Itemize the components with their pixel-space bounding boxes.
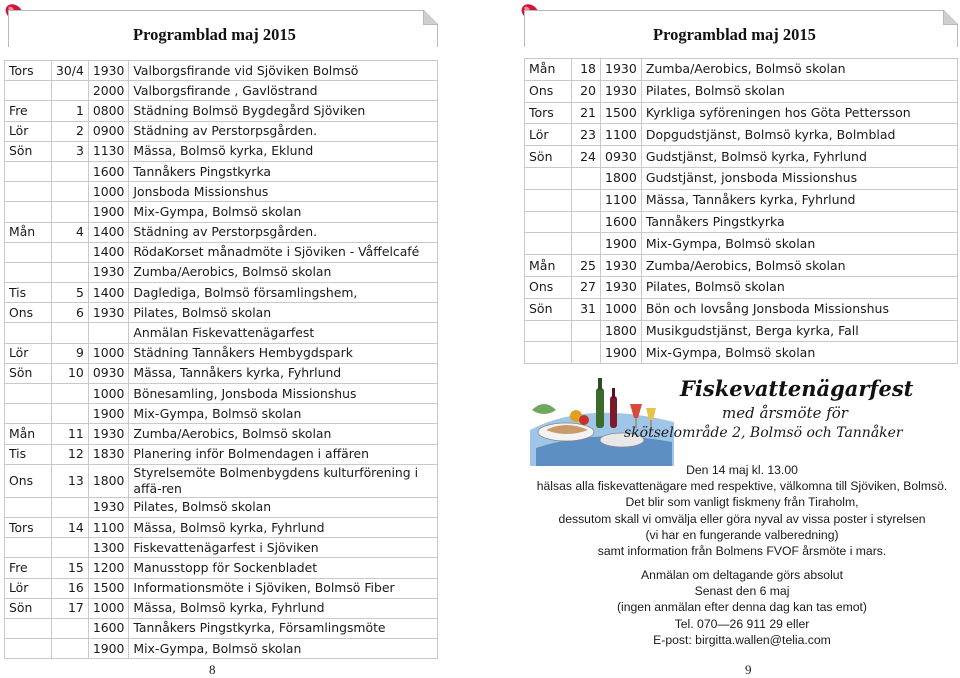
time-cell: 1930 <box>88 61 129 81</box>
day-cell: Ons <box>525 80 572 102</box>
date-cell <box>52 182 89 202</box>
schedule-row <box>525 255 958 277</box>
event-cell: Planering inför Bolmendagen i affären <box>129 444 438 464</box>
time-cell: 1100 <box>601 189 642 211</box>
time-cell: 1400 <box>88 222 129 242</box>
time-cell: 1600 <box>88 618 129 638</box>
event-cell: Pilates, Bolmsö skolan <box>129 497 438 517</box>
day-cell: Tis <box>5 283 52 303</box>
day-cell <box>525 211 572 233</box>
event-cell: Mix-Gympa, Bolmsö skolan <box>641 342 957 364</box>
right-page-title: Programblad maj 2015 <box>653 25 816 44</box>
event-cell: Tannåkers Pingstkyrka, Församlingsmöte <box>129 618 438 638</box>
event-cell: Styrelsemöte Bolmenbygdens kulturförening i affä-ren <box>129 464 438 497</box>
time-cell: 1800 <box>88 464 129 497</box>
date-cell <box>572 189 601 211</box>
time-cell: 1900 <box>88 404 129 424</box>
date-cell: 10 <box>52 363 89 383</box>
day-cell <box>5 538 52 558</box>
schedule-row <box>5 182 438 202</box>
time-cell: 1400 <box>88 283 129 303</box>
event-cell: Städning av Perstorpsgården. <box>129 121 438 141</box>
date-cell: 6 <box>52 303 89 323</box>
date-cell: 31 <box>572 298 601 320</box>
schedule-row <box>5 517 438 537</box>
day-cell: Fre <box>5 101 52 121</box>
day-cell <box>5 262 52 282</box>
time-cell: 1000 <box>88 182 129 202</box>
day-cell: Ons <box>5 303 52 323</box>
event-cell: Zumba/Aerobics, Bolmsö skolan <box>129 424 438 444</box>
time-cell: 1930 <box>88 262 129 282</box>
ad-text-line: Anmälan om deltagande görs absolut <box>641 568 843 582</box>
ad-text-line: E-post: birgitta.wallen@telia.com <box>653 632 831 647</box>
day-cell: Fre <box>5 558 52 578</box>
time-cell: 0930 <box>88 363 129 383</box>
event-cell: Tannåkers Pingstkyrka <box>129 161 438 181</box>
date-cell: 24 <box>572 146 601 168</box>
date-cell <box>52 639 89 659</box>
time-cell: 0800 <box>88 101 129 121</box>
time-cell: 1500 <box>601 102 642 124</box>
event-cell: Mässa, Bolmsö kyrka, Eklund <box>129 141 438 161</box>
time-cell: 1930 <box>88 497 129 517</box>
schedule-row <box>5 404 438 424</box>
day-cell <box>5 497 52 517</box>
date-cell: 23 <box>572 124 601 146</box>
event-cell: Mix-Gympa, Bolmsö skolan <box>641 233 957 255</box>
time-cell: 1800 <box>601 320 642 342</box>
day-cell: Sön <box>5 141 52 161</box>
date-cell: 15 <box>52 558 89 578</box>
time-cell <box>88 323 129 343</box>
ad-text-line: dessutom skall vi omvälja eller göra nyval av vissa poster i styrelsen <box>558 511 926 526</box>
day-cell: Lör <box>5 578 52 598</box>
schedule-row <box>525 342 958 364</box>
date-cell: 21 <box>572 102 601 124</box>
event-cell: Fiskevattenägarfest i Sjöviken <box>129 538 438 558</box>
time-cell: 1100 <box>601 124 642 146</box>
schedule-row <box>5 222 438 242</box>
date-cell: 18 <box>572 59 601 81</box>
event-cell: Zumba/Aerobics, Bolmsö skolan <box>641 59 957 81</box>
ad-text-line: (vi har en fungerande valberedning) <box>645 527 839 542</box>
date-cell: 25 <box>572 255 601 277</box>
day-cell <box>525 342 572 364</box>
day-cell: Sön <box>5 363 52 383</box>
date-cell: 2 <box>52 121 89 141</box>
date-cell: 16 <box>52 578 89 598</box>
schedule-row <box>525 189 958 211</box>
date-cell: 14 <box>52 517 89 537</box>
event-cell: Mix-Gympa, Bolmsö skolan <box>129 202 438 222</box>
date-cell: 12 <box>52 444 89 464</box>
time-cell: 1600 <box>88 161 129 181</box>
event-cell: Städning av Perstorpsgården. <box>129 222 438 242</box>
schedule-row <box>5 303 438 323</box>
time-cell: 0900 <box>88 121 129 141</box>
event-cell: Städning Tannåkers Hembygdspark <box>129 343 438 363</box>
ad-title: Fiskevattenägarfest <box>680 376 914 401</box>
event-cell: Pilates, Bolmsö skolan <box>641 80 957 102</box>
schedule-row <box>525 124 958 146</box>
time-cell: 1400 <box>88 242 129 262</box>
schedule-row <box>525 276 958 298</box>
event-cell: Tannåkers Pingstkyrka <box>641 211 957 233</box>
day-cell: Mån <box>5 222 52 242</box>
date-cell: 27 <box>572 276 601 298</box>
time-cell: 1930 <box>88 424 129 444</box>
date-cell <box>572 233 601 255</box>
time-cell: 1900 <box>601 342 642 364</box>
schedule-row <box>5 323 438 343</box>
event-cell: Gudstjänst, jonsboda Missionshus <box>641 167 957 189</box>
event-cell: Manusstopp för Sockenbladet <box>129 558 438 578</box>
ad-text-line: Den 14 maj kl. 13.00 <box>686 463 798 477</box>
time-cell: 1900 <box>601 233 642 255</box>
day-cell: Lör <box>5 343 52 363</box>
page-number-left: 8 <box>209 662 216 677</box>
event-cell: RödaKorset månadmöte i Sjöviken - Våffelcafé <box>129 242 438 262</box>
day-cell <box>5 639 52 659</box>
schedule-row <box>525 211 958 233</box>
ad-text-line: Tel. 070—26 911 29 eller <box>674 616 810 631</box>
right-page-header <box>524 10 958 47</box>
ad-subtitle: med årsmöte för <box>722 404 848 422</box>
schedule-row <box>5 283 438 303</box>
schedule-row <box>5 538 438 558</box>
event-cell: Mässa, Tannåkers kyrka, Fyhrlund <box>129 363 438 383</box>
event-cell: Gudstjänst, Bolmsö kyrka, Fyhrlund <box>641 146 957 168</box>
schedule-row <box>5 121 438 141</box>
day-cell: Sön <box>525 146 572 168</box>
day-cell: Ons <box>5 464 52 497</box>
date-cell <box>52 242 89 262</box>
event-cell: Valborgsfirande vid Sjöviken Bolmsö <box>129 61 438 81</box>
day-cell <box>5 404 52 424</box>
ad-subtitle-area: skötselområde 2, Bolmsö och Tannåker <box>624 425 903 441</box>
date-cell <box>52 161 89 181</box>
day-cell <box>525 167 572 189</box>
time-cell: 1000 <box>88 343 129 363</box>
schedule-row <box>5 161 438 181</box>
left-schedule-table <box>4 60 438 659</box>
time-cell: 1130 <box>88 141 129 161</box>
event-cell: Zumba/Aerobics, Bolmsö skolan <box>641 255 957 277</box>
event-cell: Mässa, Bolmsö kyrka, Fyhrlund <box>129 598 438 618</box>
schedule-row <box>525 233 958 255</box>
event-cell: Anmälan Fiskevattenägarfest <box>129 323 438 343</box>
date-cell <box>572 342 601 364</box>
date-cell: 9 <box>52 343 89 363</box>
date-cell <box>52 323 89 343</box>
schedule-row <box>5 598 438 618</box>
date-cell <box>52 497 89 517</box>
day-cell: Tis <box>5 444 52 464</box>
schedule-row <box>5 262 438 282</box>
time-cell: 1100 <box>88 517 129 537</box>
schedule-row <box>525 80 958 102</box>
event-cell: Bönesamling, Jonsboda Missionshus <box>129 384 438 404</box>
left-page-header <box>8 10 438 47</box>
event-cell: Dopgudstjänst, Bolmsö kyrka, Bolmblad <box>641 124 957 146</box>
date-cell <box>52 262 89 282</box>
schedule-row <box>5 61 438 81</box>
schedule-row <box>525 320 958 342</box>
date-cell <box>572 211 601 233</box>
ad-text-line: Det blir som vanligt fiskmeny från Tiraholm, <box>625 495 859 510</box>
time-cell: 1800 <box>601 167 642 189</box>
time-cell: 1500 <box>88 578 129 598</box>
ad-text-line: (ingen anmälan efter denna dag kan tas emot) <box>616 600 867 615</box>
day-cell <box>525 189 572 211</box>
ad-text-line: hälsas alla fiskevattenägare med respektive, välkomna till Sjöviken, Bolmsö. <box>536 479 948 494</box>
schedule-row <box>5 202 438 222</box>
schedule-row <box>5 363 438 383</box>
ad-info-block <box>524 462 960 559</box>
day-cell: Tors <box>5 61 52 81</box>
day-cell: Tors <box>5 517 52 537</box>
event-cell: Mässa, Tannåkers kyrka, Fyhrlund <box>641 189 957 211</box>
day-cell: Lör <box>525 124 572 146</box>
day-cell: Sön <box>5 598 52 618</box>
event-cell: Bön och lovsång Jonsboda Missionshus <box>641 298 957 320</box>
schedule-row <box>5 558 438 578</box>
date-cell: 20 <box>572 80 601 102</box>
left-page-title: Programblad maj 2015 <box>133 25 296 44</box>
day-cell <box>5 202 52 222</box>
schedule-row <box>5 101 438 121</box>
date-cell: 1 <box>52 101 89 121</box>
event-cell: Informationsmöte i Sjöviken, Bolmsö Fiber <box>129 578 438 598</box>
date-cell <box>572 320 601 342</box>
day-cell: Mån <box>525 255 572 277</box>
fish-feast-illustration <box>526 370 678 466</box>
time-cell: 1900 <box>88 202 129 222</box>
time-cell: 1930 <box>601 59 642 81</box>
schedule-row <box>5 141 438 161</box>
day-cell: Mån <box>525 59 572 81</box>
schedule-row <box>525 59 958 81</box>
schedule-row <box>5 639 438 659</box>
schedule-row <box>5 464 438 497</box>
schedule-row <box>5 578 438 598</box>
time-cell: 1000 <box>88 384 129 404</box>
schedule-row <box>525 167 958 189</box>
day-cell <box>5 618 52 638</box>
date-cell: 3 <box>52 141 89 161</box>
schedule-row <box>5 444 438 464</box>
day-cell <box>5 81 52 101</box>
schedule-row <box>5 618 438 638</box>
date-cell: 11 <box>52 424 89 444</box>
date-cell <box>52 81 89 101</box>
date-cell <box>52 618 89 638</box>
day-cell <box>5 182 52 202</box>
time-cell: 1200 <box>88 558 129 578</box>
event-cell: Valborgsfirande , Gavlöstrand <box>129 81 438 101</box>
schedule-row <box>525 298 958 320</box>
time-cell: 1300 <box>88 538 129 558</box>
event-cell: Musikgudstjänst, Berga kyrka, Fall <box>641 320 957 342</box>
schedule-row <box>5 343 438 363</box>
time-cell: 2000 <box>88 81 129 101</box>
date-cell <box>52 404 89 424</box>
date-cell: 17 <box>52 598 89 618</box>
date-cell: 5 <box>52 283 89 303</box>
time-cell: 0930 <box>601 146 642 168</box>
date-cell <box>52 384 89 404</box>
day-cell <box>525 233 572 255</box>
day-cell: Ons <box>525 276 572 298</box>
event-cell: Zumba/Aerobics, Bolmsö skolan <box>129 262 438 282</box>
date-cell: 30/4 <box>52 61 89 81</box>
schedule-row <box>5 81 438 101</box>
ad-text-line: samt information från Bolmens FVOF årsmöte i mars. <box>597 544 887 559</box>
time-cell: 1930 <box>601 276 642 298</box>
date-cell <box>52 538 89 558</box>
page-number-right: 9 <box>745 662 752 677</box>
time-cell: 1900 <box>88 639 129 659</box>
time-cell: 1600 <box>601 211 642 233</box>
right-schedule-table <box>524 58 958 364</box>
date-cell <box>572 167 601 189</box>
event-cell: Pilates, Bolmsö skolan <box>129 303 438 323</box>
time-cell: 1930 <box>88 303 129 323</box>
day-cell <box>5 323 52 343</box>
schedule-row <box>5 497 438 517</box>
day-cell <box>5 242 52 262</box>
date-cell <box>52 202 89 222</box>
schedule-row <box>5 242 438 262</box>
event-cell: Pilates, Bolmsö skolan <box>641 276 957 298</box>
date-cell: 4 <box>52 222 89 242</box>
day-cell <box>5 161 52 181</box>
event-cell: Mix-Gympa, Bolmsö skolan <box>129 404 438 424</box>
time-cell: 1830 <box>88 444 129 464</box>
day-cell <box>525 320 572 342</box>
day-cell: Sön <box>525 298 572 320</box>
schedule-row <box>5 424 438 444</box>
time-cell: 1000 <box>601 298 642 320</box>
ad-registration-block <box>524 567 960 648</box>
ad-text-line: Senast den 6 maj <box>694 584 790 599</box>
event-cell: Mix-Gympa, Bolmsö skolan <box>129 639 438 659</box>
date-cell: 13 <box>52 464 89 497</box>
day-cell: Tors <box>525 102 572 124</box>
schedule-row <box>525 102 958 124</box>
event-cell: Kyrkliga syföreningen hos Göta Pettersson <box>641 102 957 124</box>
event-cell: Daglediga, Bolmsö församlingshem, <box>129 283 438 303</box>
event-cell: Städning Bolmsö Bygdegård Sjöviken <box>129 101 438 121</box>
schedule-row <box>5 384 438 404</box>
time-cell: 1930 <box>601 80 642 102</box>
time-cell: 1000 <box>88 598 129 618</box>
time-cell: 1930 <box>601 255 642 277</box>
schedule-row <box>525 146 958 168</box>
event-cell: Mässa, Bolmsö kyrka, Fyhrlund <box>129 517 438 537</box>
day-cell: Lör <box>5 121 52 141</box>
day-cell <box>5 384 52 404</box>
event-cell: Jonsboda Missionshus <box>129 182 438 202</box>
day-cell: Mån <box>5 424 52 444</box>
